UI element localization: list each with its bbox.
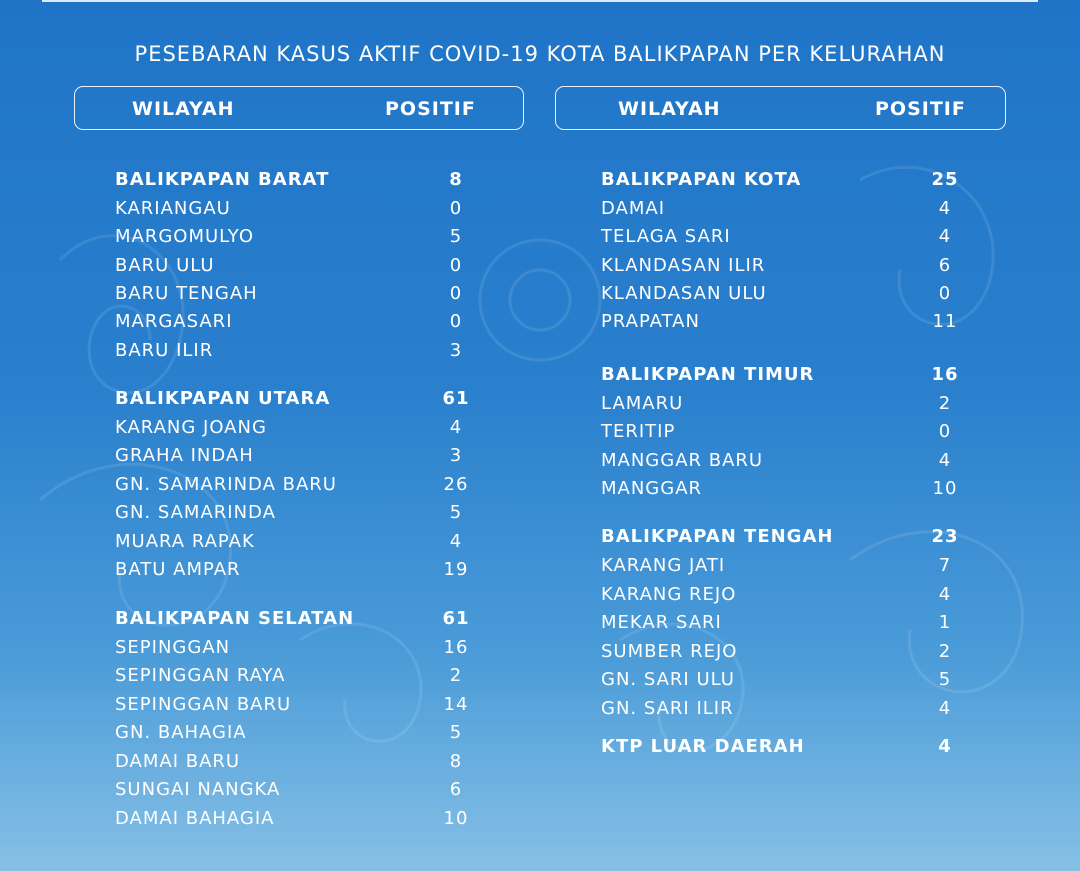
kelurahan-name: BARU ULU [115, 255, 215, 276]
table-header-right [555, 86, 1006, 130]
kelurahan-row [115, 719, 476, 747]
kelurahan-row [601, 666, 965, 694]
region-name: BALIKPAPAN TENGAH [601, 526, 834, 547]
region-total: 25 [931, 169, 959, 190]
kelurahan-row [601, 638, 965, 666]
positif-count: 6 [938, 255, 952, 276]
positif-count: 1 [938, 612, 952, 633]
positif-count: 2 [449, 665, 463, 686]
kelurahan-row [115, 195, 476, 223]
region-row [115, 166, 476, 194]
positif-count: 4 [938, 198, 952, 219]
positif-count: 5 [938, 669, 952, 690]
kelurahan-name: DAMAI [601, 198, 666, 219]
kelurahan-row [601, 695, 965, 723]
kelurahan-row [115, 776, 476, 804]
kelurahan-name: BARU TENGAH [115, 283, 258, 304]
kelurahan-row [601, 475, 965, 503]
region-row [601, 361, 965, 389]
kelurahan-row [115, 337, 476, 365]
kelurahan-name: MUARA RAPAK [115, 531, 255, 552]
region-name: BALIKPAPAN KOTA [601, 169, 802, 190]
region-total: 23 [931, 526, 959, 547]
positif-count: 3 [449, 340, 463, 361]
positif-count: 0 [449, 283, 463, 304]
kelurahan-name: MANGGAR BARU [601, 450, 764, 471]
kelurahan-name: KLANDASAN ULU [601, 283, 767, 304]
positif-count: 4 [938, 698, 952, 719]
kelurahan-row [601, 223, 965, 251]
positif-count: 10 [443, 808, 469, 829]
kelurahan-row [115, 691, 476, 719]
positif-count: 11 [932, 311, 958, 332]
table-header-left [74, 86, 524, 130]
region-total: 8 [449, 169, 463, 190]
positif-count: 4 [938, 226, 952, 247]
kelurahan-name: BATU AMPAR [115, 559, 241, 580]
kelurahan-name: MEKAR SARI [601, 612, 722, 633]
positif-count: 4 [449, 531, 463, 552]
region-row [601, 733, 965, 761]
kelurahan-name: MANGGAR [601, 478, 703, 499]
kelurahan-name: GRAHA INDAH [115, 445, 254, 466]
kelurahan-name: MARGOMULYO [115, 226, 254, 247]
positif-count: 2 [938, 641, 952, 662]
region-name: BALIKPAPAN BARAT [115, 169, 330, 190]
kelurahan-name: DAMAI BARU [115, 751, 241, 772]
kelurahan-row [601, 252, 965, 280]
kelurahan-name: PRAPATAN [601, 311, 700, 332]
top-divider [42, 0, 1038, 2]
positif-count: 0 [938, 421, 952, 442]
kelurahan-name: SEPINGGAN [115, 637, 231, 658]
positif-count: 5 [449, 226, 463, 247]
positif-count: 0 [449, 198, 463, 219]
region-row [115, 385, 476, 413]
header-positif-left: POSITIF [385, 98, 476, 120]
kelurahan-name: SUMBER REJO [601, 641, 738, 662]
header-positif-right: POSITIF [875, 98, 966, 120]
positif-count: 6 [449, 779, 463, 800]
region-name: KTP LUAR DAERAH [601, 736, 805, 757]
kelurahan-row [115, 634, 476, 662]
kelurahan-row [115, 805, 476, 833]
kelurahan-row [601, 308, 965, 336]
kelurahan-row [115, 308, 476, 336]
kelurahan-name: GN. BAHAGIA [115, 722, 247, 743]
kelurahan-row [115, 556, 476, 584]
kelurahan-name: SEPINGGAN RAYA [115, 665, 286, 686]
kelurahan-name: MARGASARI [115, 311, 233, 332]
region-total: 4 [938, 736, 952, 757]
positif-count: 0 [449, 255, 463, 276]
kelurahan-name: TERITIP [601, 421, 676, 442]
kelurahan-name: SEPINGGAN BARU [115, 694, 292, 715]
kelurahan-name: KARIANGAU [115, 198, 231, 219]
region-name: BALIKPAPAN SELATAN [115, 608, 355, 629]
kelurahan-name: KARANG JOANG [115, 417, 267, 438]
region-row [601, 523, 965, 551]
region-total: 16 [931, 364, 959, 385]
positif-count: 14 [443, 694, 469, 715]
kelurahan-name: BARU ILIR [115, 340, 214, 361]
kelurahan-row [115, 748, 476, 776]
kelurahan-name: GN. SAMARINDA BARU [115, 474, 337, 495]
page-title: PESEBARAN KASUS AKTIF COVID-19 KOTA BALIKPAPAN PER KELURAHAN [134, 42, 946, 66]
kelurahan-row [115, 499, 476, 527]
kelurahan-name: GN. SARI ILIR [601, 698, 734, 719]
positif-count: 4 [938, 584, 952, 605]
region-name: BALIKPAPAN TIMUR [601, 364, 815, 385]
kelurahan-row [601, 447, 965, 475]
positif-count: 0 [938, 283, 952, 304]
kelurahan-name: SUNGAI NANGKA [115, 779, 281, 800]
kelurahan-name: GN. SARI ULU [601, 669, 735, 690]
positif-count: 4 [449, 417, 463, 438]
header-wilayah-right: WILAYAH [618, 98, 721, 120]
kelurahan-row [601, 581, 965, 609]
kelurahan-name: KARANG JATI [601, 555, 726, 576]
kelurahan-name: GN. SAMARINDA [115, 502, 276, 523]
kelurahan-name: KLANDASAN ILIR [601, 255, 766, 276]
region-row [601, 166, 965, 194]
positif-count: 5 [449, 722, 463, 743]
kelurahan-row [115, 442, 476, 470]
kelurahan-row [601, 418, 965, 446]
kelurahan-name: KARANG REJO [601, 584, 737, 605]
kelurahan-row [601, 195, 965, 223]
kelurahan-row [115, 528, 476, 556]
kelurahan-row [115, 414, 476, 442]
positif-count: 26 [443, 474, 469, 495]
positif-count: 19 [443, 559, 469, 580]
kelurahan-row [601, 390, 965, 418]
positif-count: 5 [449, 502, 463, 523]
positif-count: 2 [938, 393, 952, 414]
positif-count: 7 [938, 555, 952, 576]
kelurahan-row [601, 609, 965, 637]
kelurahan-name: LAMARU [601, 393, 684, 414]
kelurahan-row [115, 662, 476, 690]
positif-count: 0 [449, 311, 463, 332]
positif-count: 16 [443, 637, 469, 658]
region-name: BALIKPAPAN UTARA [115, 388, 331, 409]
header-wilayah-left: WILAYAH [132, 98, 235, 120]
region-row [115, 605, 476, 633]
kelurahan-name: DAMAI BAHAGIA [115, 808, 275, 829]
region-total: 61 [442, 388, 470, 409]
positif-count: 3 [449, 445, 463, 466]
positif-count: 8 [449, 751, 463, 772]
region-total: 61 [442, 608, 470, 629]
positif-count: 10 [932, 478, 958, 499]
kelurahan-row [115, 223, 476, 251]
kelurahan-row [115, 252, 476, 280]
kelurahan-row [115, 471, 476, 499]
kelurahan-row [601, 552, 965, 580]
kelurahan-name: TELAGA SARI [601, 226, 731, 247]
kelurahan-row [115, 280, 476, 308]
kelurahan-row [601, 280, 965, 308]
positif-count: 4 [938, 450, 952, 471]
